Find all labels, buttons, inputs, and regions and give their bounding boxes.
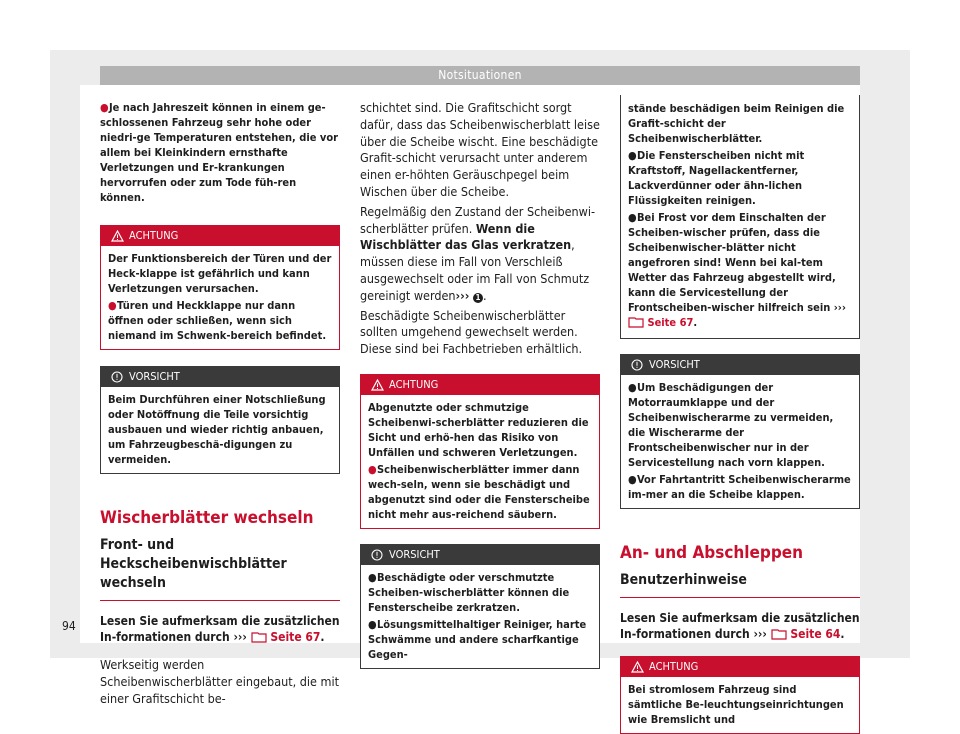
caution-bullet: ●Lösungsmittelhaltiger Reiniger, harte Schwämme und andere scharfkantige Gegen- bbox=[368, 617, 587, 661]
warning-box-achtung bbox=[360, 374, 600, 529]
caution-bullet: ●Vor Fahrtantritt Scheibenwischerarme im-mer an die Scheibe klappen. bbox=[628, 473, 851, 501]
warning-body bbox=[361, 395, 599, 528]
info-circle-icon bbox=[371, 549, 383, 561]
caution-box-header bbox=[621, 355, 859, 375]
body-paragraph: Werkseitig werden Scheibenwischerblätter eingebaut, die mit einer Grafitschicht be- bbox=[100, 657, 340, 706]
warning-text: Der Funktionsbereich der Türen und der Heck-klappe ist gefährlich und kann Verletzungen verursachen. bbox=[108, 252, 332, 295]
section-rule bbox=[100, 600, 340, 601]
body-paragraph: Regelmäßig den Zustand der Scheibenwi-scherblätter prüfen. Wenn die Wischblätter das Glas verkratzen, müssen diese im Fall von Verschleiß ausgewechselt oder im Fall von Schmutz gereinigt werden››› 1 . bbox=[360, 203, 596, 303]
read-more-note: Lesen Sie aufmerksam die zusätzlichen In-formationen durch ››› Seite 67. bbox=[100, 613, 340, 647]
body-paragraph: schichtet sind. Die Grafitschicht sorgt dafür, dass das Scheibenwischerblatt leise über die Scheibe wischt. Eine beschädigte Grafit-schicht verursacht unter anderem einen er-höhten Geräuschpegel beim Wischen über die Scheibe. bbox=[360, 100, 600, 199]
caution-bullet: ●Beschädigte oder verschmutzte Scheiben-wischerblätter können die Fensterscheibe zerkratzen. bbox=[368, 570, 570, 614]
section-title: Wischerblätter wechseln bbox=[100, 508, 314, 528]
caution-text: stände beschädigen beim Reinigen die Grafit-schicht der Scheibenwischerblätter. bbox=[628, 102, 845, 145]
warning-box-header bbox=[621, 657, 859, 677]
page-link[interactable]: Seite 64 bbox=[790, 627, 841, 641]
warning-label: ACHTUNG bbox=[649, 660, 699, 673]
page-header: Notsituationen bbox=[100, 66, 860, 85]
warning-bullet: ●Scheibenwischerblätter immer dann wech-seln, wenn sie beschädigt und abgenutzt sind oder die Fensterscheibe nicht mehr aus-reichend säubern. bbox=[368, 462, 590, 521]
section-title: An- und Abschleppen bbox=[620, 543, 804, 563]
column-3 bbox=[620, 92, 860, 734]
section-subtitle: Front- und Heckscheibenwischblätter wechseln bbox=[100, 537, 287, 591]
section-wischerblaetter bbox=[100, 507, 340, 601]
book-link-icon[interactable] bbox=[628, 316, 644, 332]
section-subtitle: Benutzerhinweise bbox=[620, 572, 747, 588]
warning-body bbox=[101, 246, 339, 349]
info-circle-icon bbox=[111, 371, 123, 383]
caution-body bbox=[621, 375, 859, 508]
body-paragraph: Beschädigte Scheibenwischerblätter sollten umgehend gewechselt werden. Diese sind bei Fachbetrieben erhältlich. bbox=[360, 307, 583, 357]
bullet-icon: ● bbox=[100, 101, 109, 114]
book-link-icon[interactable] bbox=[251, 631, 267, 647]
warning-text: Bei stromlosem Fahrzeug sind sämtliche Be-leuchtungseinrichtungen wie Bremslicht und bbox=[628, 683, 844, 726]
caution-box-header bbox=[361, 545, 599, 565]
page-number: 94 bbox=[62, 619, 76, 633]
warning-bullet: ●Türen und Heckklappe nur dann öffnen oder schließen, wenn sich niemand im Schwenk-bereich befindet. bbox=[108, 299, 327, 342]
caution-body bbox=[621, 95, 859, 338]
caution-box-vorsicht bbox=[100, 366, 340, 474]
warning-box-header bbox=[101, 226, 339, 246]
warning-label: ACHTUNG bbox=[129, 229, 179, 242]
warning-triangle-icon bbox=[111, 230, 124, 242]
warning-box-header bbox=[361, 375, 599, 395]
book-link-icon[interactable] bbox=[771, 628, 787, 644]
warning-box-achtung bbox=[100, 225, 340, 350]
caution-box-header bbox=[101, 367, 339, 387]
caution-body bbox=[361, 565, 599, 668]
caution-bullet: ●Um Beschädigungen der Motorraumklappe und der Scheibenwischerarme zu vermeiden, die Wischerarme der Frontscheibenwischer nur in der Servicestellung nach vorn klappen. bbox=[628, 381, 834, 469]
caution-bullet: ●Bei Frost vor dem Einschalten der Scheiben-wischer prüfen, dass die Scheibenwischer-blätter nicht angefroren sind! Wenn bei kal-tem Wetter das Fahrzeug abgestellt wird, kann die Servicestellung der Frontscheiben-wischer hilfreich sein ››› Seite 67. bbox=[628, 210, 852, 332]
warning-triangle-icon bbox=[631, 661, 644, 673]
page-link[interactable]: Seite 67 bbox=[270, 630, 321, 644]
column-2 bbox=[360, 92, 600, 669]
info-circle-icon bbox=[631, 359, 643, 371]
section-rule bbox=[620, 597, 860, 598]
caution-label: VORSICHT bbox=[129, 370, 180, 383]
caution-box-continued bbox=[620, 95, 860, 339]
warning-label: ACHTUNG bbox=[389, 377, 439, 391]
section-abschleppen bbox=[620, 542, 860, 598]
warning-triangle-icon bbox=[371, 379, 384, 391]
intro-bullet: ●Je nach Jahreszeit können in einem ge-schlossenen Fahrzeug sehr hohe oder niedri-ge Temperaturen entstehen, die vor allem bei Kleinkindern ernsthafte Verletzungen und Er-krankungen hervorrufen oder zum Tode füh-ren können. bbox=[100, 101, 338, 204]
page-link[interactable]: Seite 67 bbox=[647, 316, 694, 329]
column-1 bbox=[100, 92, 340, 707]
reference-number-icon[interactable]: 1 bbox=[473, 293, 483, 303]
warning-box-achtung bbox=[620, 656, 860, 734]
caution-bullet: ●Die Fensterscheiben nicht mit Kraftstoff, Nagellackentferner, Lackverdünner oder ähn-lichen Flüssigkeiten reinigen. bbox=[628, 149, 805, 207]
read-more-note: Lesen Sie aufmerksam die zusätzlichen In-formationen durch ››› Seite 64. bbox=[620, 610, 860, 644]
caution-box-vorsicht bbox=[620, 354, 860, 509]
caution-label: VORSICHT bbox=[649, 358, 700, 371]
caution-label: VORSICHT bbox=[389, 547, 440, 561]
warning-text: Abgenutzte oder schmutzige Scheibenwi-scherblätter reduzieren die Sicht und erhö-hen das Risiko von Unfällen und schweren Verletzungen. bbox=[368, 400, 589, 459]
caution-box-vorsicht bbox=[360, 544, 600, 669]
caution-text: Beim Durchführen einer Notschließung oder Notöffnung die Teile vorsichtig ausbauen und wieder richtig anbauen, um Fahrzeugbeschä-digungen zu vermeiden. bbox=[108, 393, 326, 466]
